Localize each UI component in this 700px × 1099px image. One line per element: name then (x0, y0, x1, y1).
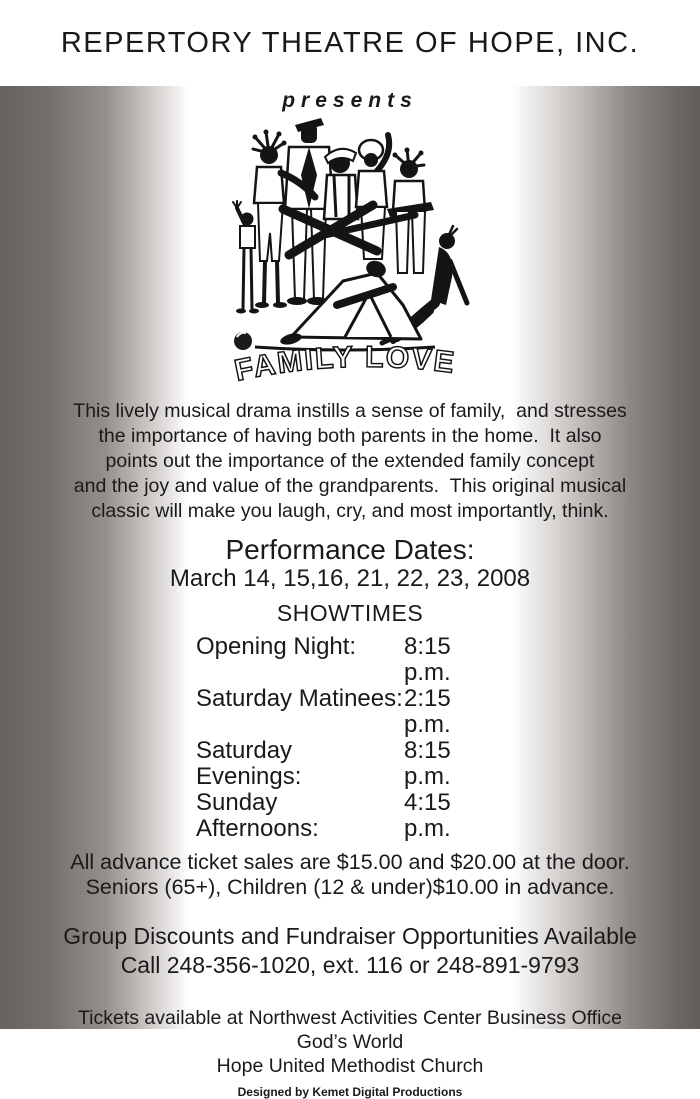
show-title: FAMILY LOVE (231, 340, 458, 388)
group-discounts (0, 922, 700, 980)
designer-credit: Designed by Kemet Digital Productions (237, 1085, 463, 1099)
performance-dates: March 14, 15,16, 21, 22, 23, 2008 (169, 565, 531, 592)
showtime-row (196, 634, 504, 686)
organization-title: REPERTORY THEATRE OF HOPE, INC. (60, 26, 640, 59)
showtimes-table (196, 634, 504, 842)
pricing-line: All advance ticket sales are $15.00 and $20.00 at the door. (70, 850, 630, 874)
showtime-label: Sunday Afternoons: (196, 789, 319, 842)
ticket-locations (0, 1006, 700, 1078)
family-group-ink-drawing (225, 113, 475, 397)
header-band (0, 0, 700, 86)
showtime-time: 8:15 p.m. (404, 633, 451, 686)
showtime-label: Opening Night: (196, 633, 357, 660)
performance-dates-heading: Performance Dates: (225, 534, 475, 565)
ticket-location-line: Tickets available at Northwest Activities Center Business Office (77, 1007, 623, 1029)
showtime-label: Saturday Matinees: (196, 685, 403, 712)
family-illustration (225, 113, 475, 397)
showtime-time: 4:15 p.m. (404, 789, 451, 842)
showtime-row (196, 738, 504, 790)
group-discounts-line: Group Discounts and Fundraiser Opportunities Available (63, 923, 637, 949)
description-line: This lively musical drama instills a sense of family, and stresses (73, 400, 627, 422)
right-woman-figure (387, 148, 434, 274)
description-line: the importance of having both parents in the home. It also (98, 425, 602, 447)
contact-phone-line: Call 248-356-1020, ext. 116 or 248-891-9793 (120, 952, 580, 978)
showtimes-heading: SHOWTIMES (276, 600, 424, 626)
ticket-pricing (0, 850, 700, 900)
center-man-figure (324, 149, 358, 219)
child-figure (233, 201, 259, 314)
ticket-location-line: God’s World (296, 1031, 404, 1053)
pricing-line: Seniors (65+), Children (12 & under)$10.00 in advance. (85, 875, 615, 899)
ticket-location-line: Hope United Methodist Church (216, 1055, 484, 1077)
showtime-row (196, 686, 504, 738)
show-description (0, 399, 700, 524)
description-line: points out the importance of the extended family concept (105, 450, 595, 472)
showtime-time: 2:15 p.m. (404, 685, 451, 738)
showtime-time: 8:15 p.m. (404, 737, 451, 790)
presents-label: presents (282, 89, 418, 112)
showtime-row (196, 790, 504, 842)
description-line: and the joy and value of the grandparents. This original musical (73, 475, 627, 497)
description-line: classic will make you laugh, cry, and most importantly, think. (91, 500, 609, 522)
showtime-label: Saturday Evenings: (196, 737, 302, 790)
ball-icon (234, 332, 252, 350)
